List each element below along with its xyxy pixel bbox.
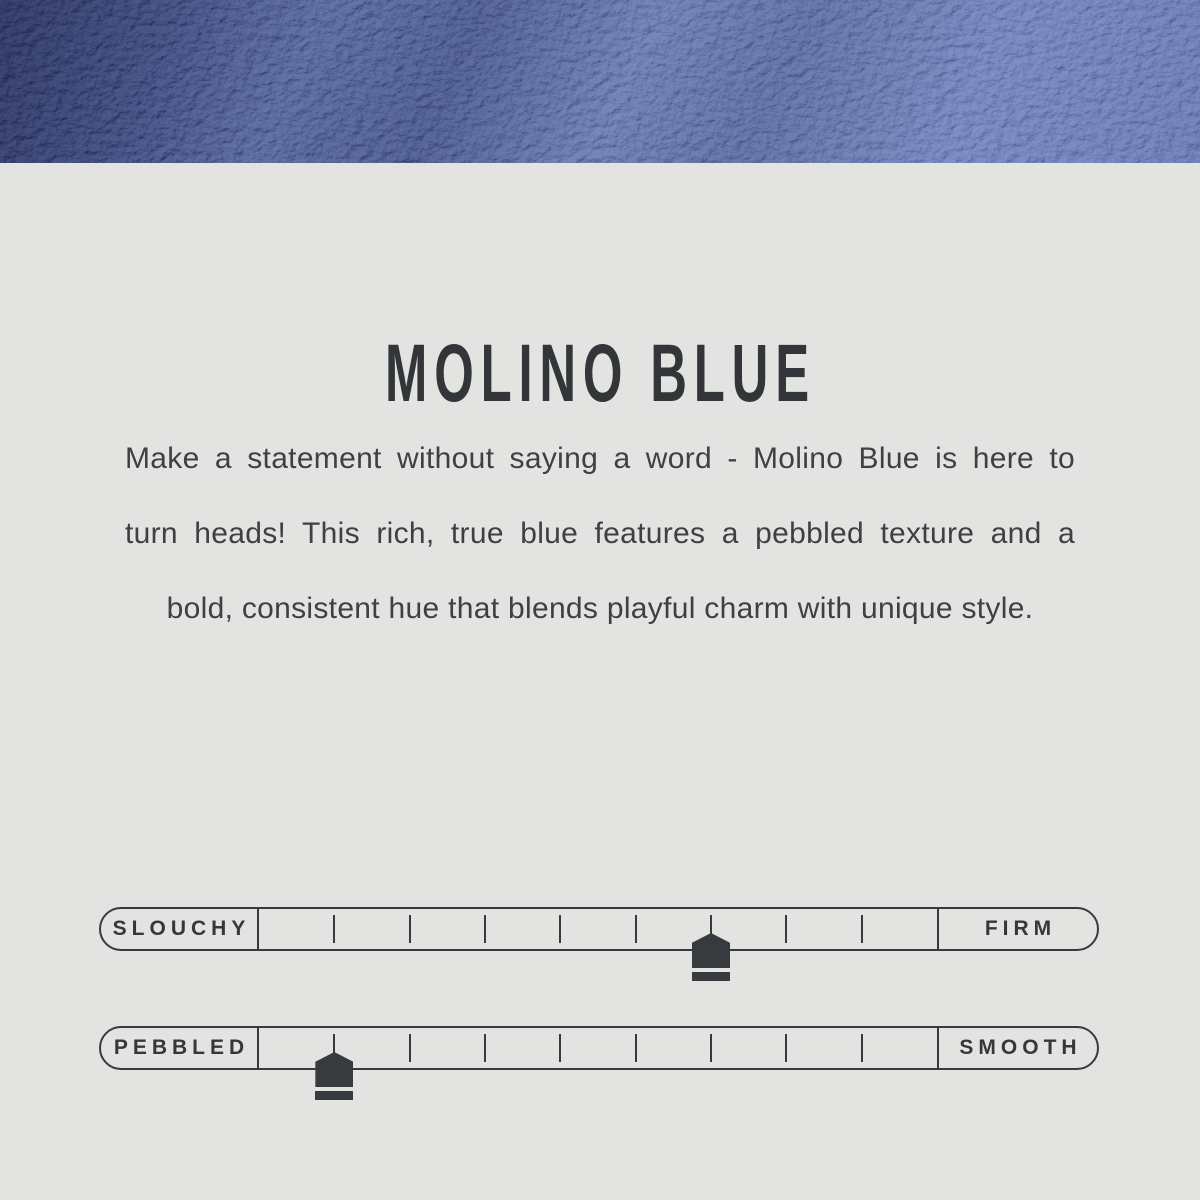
firmness-scale-left-label: SLOUCHY	[101, 909, 259, 949]
tick-mark	[559, 1034, 561, 1062]
firmness-scale	[99, 907, 1099, 951]
color-name-title	[0, 327, 1200, 419]
scale-marker	[692, 933, 730, 981]
marker-base-bar	[315, 1091, 353, 1100]
firmness-scale-right-label: FIRM	[937, 909, 1097, 949]
marker-arrow-icon	[315, 1052, 353, 1087]
texture-scale	[99, 1026, 1099, 1070]
tick-mark	[333, 915, 335, 943]
scale-marker	[315, 1052, 353, 1100]
color-description	[125, 421, 1075, 646]
texture-scale-left-label: PEBBLED	[101, 1028, 259, 1068]
color-name-text: MOLINO BLUE	[384, 327, 816, 419]
marker-base-bar	[692, 972, 730, 981]
marker-arrow-icon	[692, 933, 730, 968]
tick-mark	[635, 915, 637, 943]
tick-mark	[710, 1034, 712, 1062]
description-line-2: turn heads! This rich, true blue features a pebbled texture and a	[125, 517, 1075, 550]
leather-sheen-overlay	[0, 0, 1200, 163]
tick-mark	[559, 915, 561, 943]
tick-mark	[484, 1034, 486, 1062]
texture-scale-right-label: SMOOTH	[937, 1028, 1097, 1068]
tick-mark	[484, 915, 486, 943]
tick-mark	[785, 1034, 787, 1062]
tick-mark	[409, 1034, 411, 1062]
description-line-1: Make a statement without saying a word - Molino Blue is here to	[125, 442, 1075, 475]
leather-swatch-image	[0, 0, 1200, 163]
tick-mark	[635, 1034, 637, 1062]
tick-mark	[785, 915, 787, 943]
tick-mark	[861, 915, 863, 943]
texture-scale-track	[259, 1028, 937, 1068]
firmness-scale-track	[259, 909, 937, 949]
tick-mark	[409, 915, 411, 943]
description-line-3: bold, consistent hue that blends playful charm with unique style.	[166, 592, 1034, 625]
tick-mark	[861, 1034, 863, 1062]
